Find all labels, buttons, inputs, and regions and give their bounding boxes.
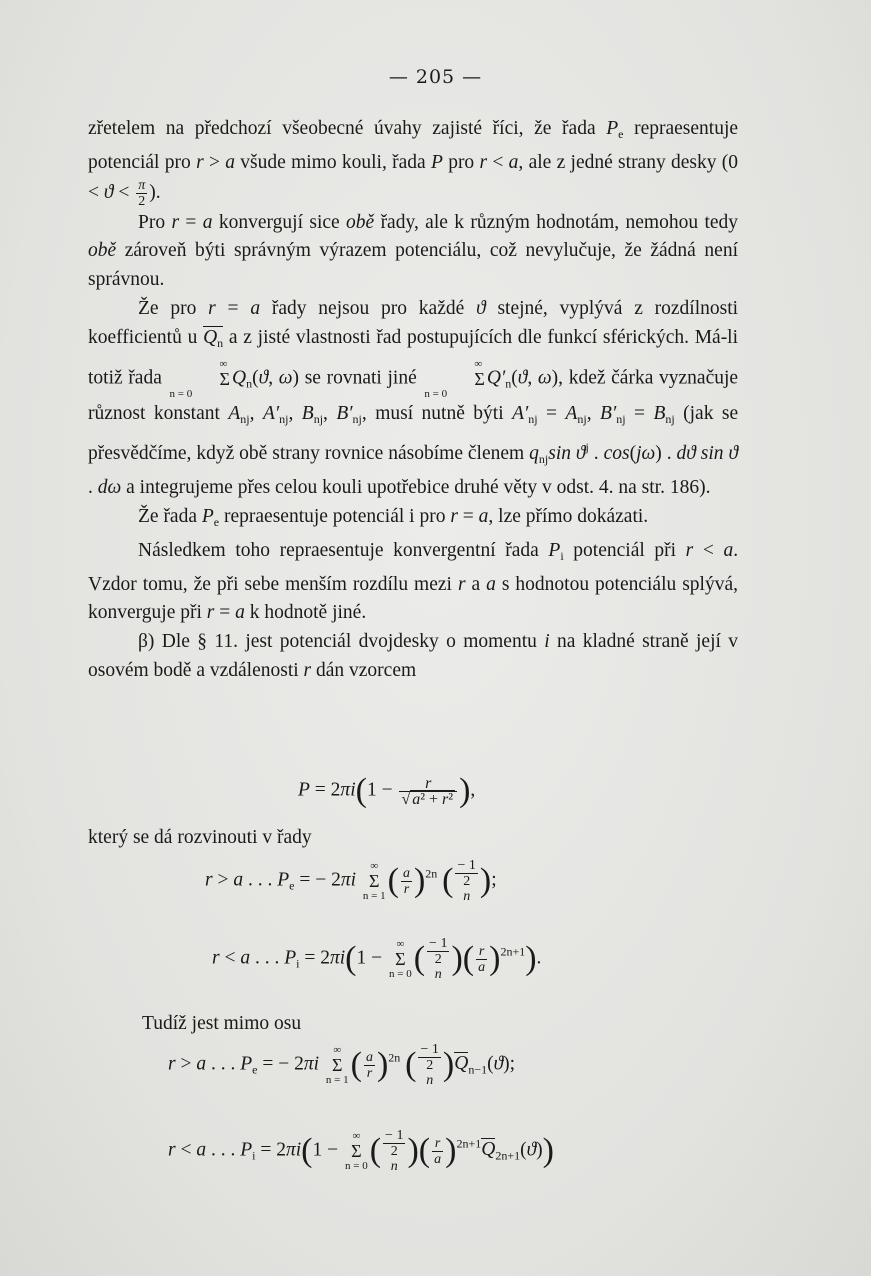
formula-outer-off-axis: r > a . . . $P_e$ = − 2πi ∞ Σ n = 1( $\frac{a}{r}$ )$^{2n}$ ( − 1 2 n )$Q_{n-1}(ϑ)$; [168, 1042, 516, 1088]
paragraph-4: Že řada $P_e$ repraesentuje potenciál i pro r = a, lze přímo dokázati. [138, 505, 649, 529]
body-text-upper [88, 115, 738, 686]
mimo-line: Tudíž jest mimo osu [142, 1013, 302, 1034]
page-number: — 205 — [388, 66, 483, 88]
paragraph-5: Následkem toho repraesentuje konvergentní řada $P_i$ potenciál při r < a. Vzdor tomu, že při sebe menším rozdílu mezi r a a s hodnotou potenciálu splývá, konverguje při r = a k hodnotě jiné. [88, 539, 739, 624]
paragraph-6: β) Dle § 11. jest potenciál dvojdesky o momentu i na kladné straně její v osovém bodě a vzdálenosti r dán vzorcem [88, 631, 739, 681]
paragraph-3: Že pro r = a řady nejsou pro každé ϑ stejné, vyplývá z rozdílnosti koefficientů u $Q_n$ a z jisté vlastnosti řad postupujících dle funkcí sférických. Má-li totiž řada ∞ Σ $n = 0Q_n(ϑ$, ω) se rovnati jiné ∞ Σ $n = 0Q'_n(ϑ$, ω), kdež čárka vyznačuje různost konstant $A_{nj}$, $A'_{nj}$, $B_{nj}$, $B'_{nj}$, musí nutně býti $A'_{nj} = A_{nj}$, $B'_{nj} = B_{nj}$ (jak se přesvědčíme, když obě strany rovnice násobíme členem $q_{nj}\sin$ $ϑ^j$ . cos(jω) . dϑ sin ϑ . dω a integrujeme přes celou kouli upotřebice druhé věty v odst. 4. na str. 186). [88, 297, 739, 499]
formula-outer-series: r > a . . . $P_e$ = − 2πi ∞ Σ n = 1( $\frac{a}{r}$ )$^{2n}$ ( − 1 2 n ); [205, 858, 497, 904]
formula-inner-series: r < a . . . $P_i = 2\pi i(1$ − ∞ Σ n = 0( − 1 2 n )( $\frac{r}{a}$ )$^{2n+1}$). [212, 936, 542, 982]
formula-inner-off-axis: r < a . . . $P_i = 2\pi i(1$ − ∞ Σ n = 0( − 1 2 n )( $\frac{r}{a}$ )$^{2n+1}Q_{2n+1}(ϑ)$) [168, 1128, 554, 1174]
paragraph-1: zřetelem na předchozí všeobecné úvahy zajisté říci, že řada $P_e$ repraesentuje potenciál pro r > a všude mimo kouli, řada P pro r < a, ale z jedné strany desky (0 < ϑ < $\frac{\pi}{2}$ ). [88, 118, 739, 209]
paragraph-2: Pro r = a konvergují sice obě řady, ale k různým hodnotám, nemohou tedy obě zároveň býti správným výrazem potenciálu, což nevylučuje, že žádná není správnou. [88, 211, 739, 291]
expand-line: který se dá rozvinouti v řady [88, 827, 312, 848]
formula-potential: P = 2πi(1 − $\frac{r}{\text{√ a² + r²}}$ ), [298, 772, 476, 809]
